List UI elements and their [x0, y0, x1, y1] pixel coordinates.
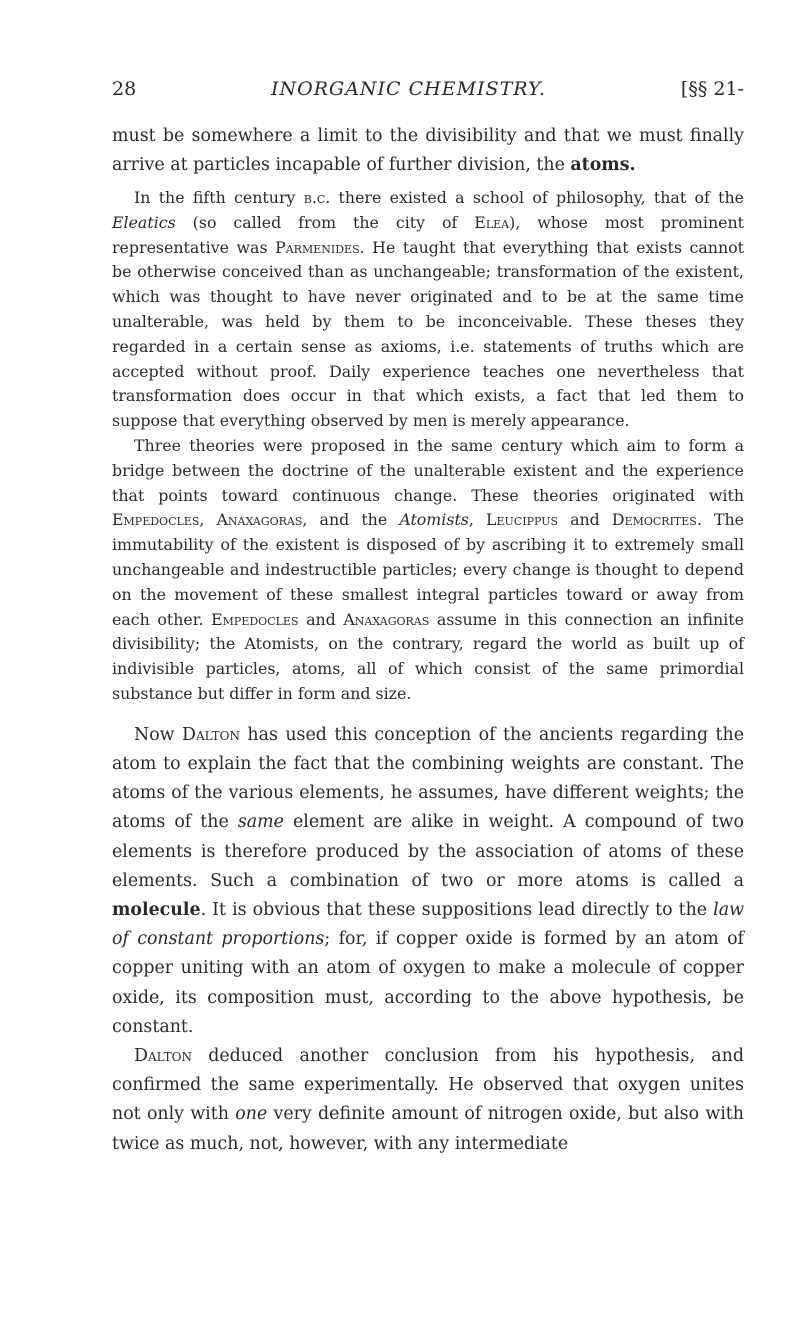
book-page — [112, 78, 744, 1159]
section-reference: [§§ 21- — [680, 78, 744, 100]
paragraph-continuation: must be somewhere a limit to the divisibility and that we must finally arrive at particles incapable of further division, the atoms. — [112, 126, 744, 175]
paragraph-three-theories: Three theories were proposed in the same century which aim to form a bridge between the doctrine of the unalterable existent and the experience that points toward continuous change. These theories originated with Empedocles, Anaxagoras, and the Atomists, Leucippus and Democrites. The immutability of the existent is disposed of by ascribing it to extremely small unchangeable and indestructible particles; every change is thought to depend on the movement of these smallest integral particles toward or away from each other. Empedocles and Anaxagoras assume in this connection an infinite divisibility; the Atomists, on the contrary, regard the world as built up of indivisible particles, atoms, all of which consist of the same primordial substance but differ in form and size. — [112, 435, 745, 703]
page-number: 28 — [112, 78, 137, 100]
term-molecule: molecule — [112, 899, 201, 920]
paragraph-eleatics: In the fifth century b.c. there existed a school of philosophy, that of the Eleatics (so called from the city of Elea), whose most prominent representative was Parmenides. He taught that everything that exists cannot be otherwise conceived than as unchangeable; transformation of the existent, which was thought to have never originated and to be at the same time unalterable, was held by them to be inconceivable. These theses they regarded in a certain sense as axioms, i.e. statements of truths which are accepted without proof. Daily experience teaches one nevertheless that transformation does occur in that which exists, a fact that led them to suppose that everything observed by men is merely appearance. — [112, 188, 744, 431]
running-title: INORGANIC CHEMISTRY. — [271, 78, 547, 100]
paragraph-dalton-conclusion: Dalton deduced another conclusion from his hypothesis, and confirmed the same experimentally. He observed that oxygen unites not only with one very definite amount of nitrogen oxide, but also with twice as much, not, however, with any intermediate — [112, 1045, 744, 1154]
running-header — [112, 78, 744, 100]
paragraph-gap — [112, 707, 744, 721]
term-atoms: atoms. — [570, 155, 636, 175]
term-law-of-constant-proportions: law of constant proportions — [112, 899, 744, 950]
paragraph-dalton-atoms: Now Dalton has used this conception of the ancients regarding the atom to explain the fact that the combining weights are constant. The atoms of the various elements, he assumes, have different weights; the atoms of the same element are alike in weight. A compound of two elements is therefore produced by the association of atoms of these elements. Such a combination of two or more atoms is called a molecule. It is obvious that these suppositions lead directly to the law of constant proportions; for, if copper oxide is formed by an atom of copper uniting with an atom of oxygen to make a molecule of copper oxide, its composition must, according to the above hypothesis, be constant. — [112, 724, 744, 1037]
